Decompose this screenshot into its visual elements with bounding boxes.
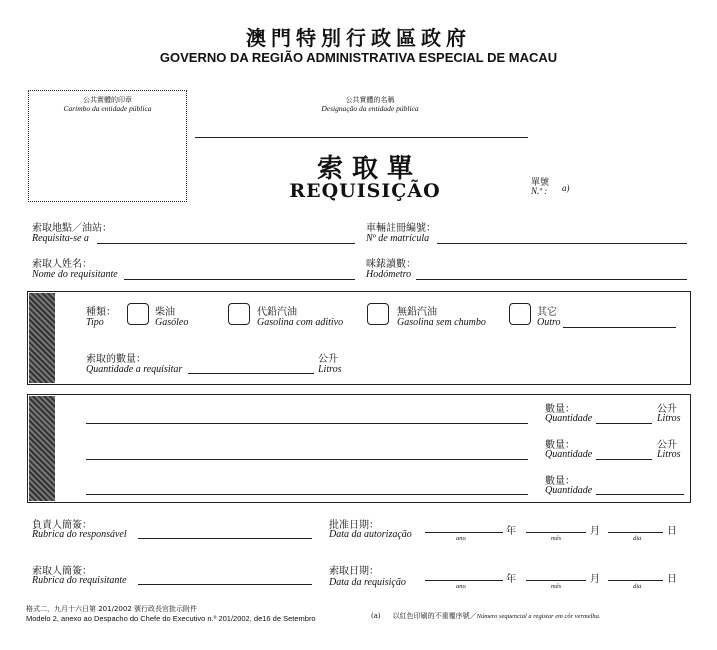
location-label-zh: 索取地點／油站： bbox=[32, 223, 112, 234]
auth-year-field[interactable] bbox=[425, 532, 503, 533]
req-year-field[interactable] bbox=[425, 580, 503, 581]
item-2-unit-pt: Litros bbox=[657, 449, 681, 460]
footer-model-pt: Modelo 2, anexo ao Despacho do Chefe do Executivo n.º 201/2002, de16 de Setembro bbox=[26, 614, 316, 623]
item-line-2[interactable] bbox=[86, 459, 528, 460]
entity-label-zh: 公共實體的名稱 bbox=[345, 96, 395, 104]
diesel-checkbox[interactable] bbox=[127, 303, 149, 325]
odometer-label-zh: 咪錶讀數： bbox=[366, 259, 416, 270]
requester-sign-label-pt: Rubrica do requisitante bbox=[32, 575, 127, 586]
req-month-pt: mês bbox=[551, 583, 562, 590]
req-day-field[interactable] bbox=[608, 580, 663, 581]
entity-name-line[interactable] bbox=[195, 137, 528, 138]
footer-model-zh: 格式二，九月十六日第 201/2002 號行政長官批示附件 bbox=[26, 605, 197, 613]
requester-sign-field[interactable] bbox=[138, 584, 312, 585]
fuel-qty-label-zh: 索取的數量： bbox=[86, 354, 146, 365]
requester-label-pt: Nome do requisitante bbox=[32, 269, 118, 280]
responsible-sign-label-zh: 負責人簡簽： bbox=[32, 520, 92, 531]
item-1-qty-field[interactable] bbox=[596, 423, 652, 424]
req-month-field[interactable] bbox=[526, 580, 586, 581]
other-fuel-field[interactable] bbox=[563, 327, 676, 328]
leaded-gasoline-checkbox[interactable] bbox=[228, 303, 250, 325]
footer-note bbox=[371, 611, 601, 621]
auth-year-pt: ano bbox=[456, 535, 466, 542]
footer-note-zh: 以紅色印刷的不重覆序號／ bbox=[392, 612, 477, 620]
other-fuel-label-zh: 其它 bbox=[537, 307, 557, 318]
odometer-field[interactable] bbox=[416, 279, 687, 280]
plate-label-pt: Nº de matrícula bbox=[366, 233, 430, 244]
req-day-pt: dia bbox=[633, 583, 642, 590]
req-month-zh: 月 bbox=[590, 574, 600, 585]
auth-day-field[interactable] bbox=[608, 532, 663, 533]
item-2-qty-label-zh: 數量： bbox=[545, 440, 575, 451]
location-label-pt: Requisita-se a bbox=[32, 233, 89, 244]
auth-date-label-pt: Data da autorização bbox=[329, 529, 412, 540]
number-label-pt: N.º : bbox=[531, 186, 548, 196]
responsible-sign-label-pt: Rubrica do responsável bbox=[32, 529, 127, 540]
item-line-1[interactable] bbox=[86, 423, 528, 424]
auth-month-pt: mês bbox=[551, 535, 562, 542]
fuel-type-label-pt: Tipo bbox=[86, 317, 104, 328]
requester-sign-label-zh: 索取人簡簽： bbox=[32, 566, 92, 577]
diesel-label-zh: 柴油 bbox=[155, 307, 175, 318]
other-fuel-checkbox[interactable] bbox=[509, 303, 531, 325]
entity-label-pt: Designação da entidade pública bbox=[321, 104, 419, 113]
item-1-unit-zh: 公升 bbox=[657, 404, 677, 415]
fuel-side-strip bbox=[29, 293, 55, 383]
form-title-zh: 索 取 單 bbox=[316, 154, 414, 184]
stamp-label-zh: 公共實體的印章 bbox=[83, 96, 132, 104]
fuel-qty-label-pt: Quantidade a requisitar bbox=[86, 364, 183, 375]
fuel-qty-field[interactable] bbox=[188, 373, 314, 374]
auth-day-pt: dia bbox=[633, 535, 642, 542]
req-year-pt: ano bbox=[456, 583, 466, 590]
auth-year-zh: 年 bbox=[506, 526, 516, 537]
fuel-unit-zh: 公升 bbox=[318, 354, 338, 365]
item-3-qty-field[interactable] bbox=[596, 494, 684, 495]
item-2-qty-label-pt: Quantidade bbox=[545, 449, 593, 460]
item-3-qty-label-zh: 數量： bbox=[545, 476, 575, 487]
item-1-qty-label-zh: 數量： bbox=[545, 404, 575, 415]
item-2-qty-field[interactable] bbox=[596, 459, 652, 460]
plate-label-zh: 車輛註冊編號： bbox=[366, 223, 436, 234]
number-label-zh: 單號 bbox=[531, 178, 550, 188]
plate-field[interactable] bbox=[437, 243, 687, 244]
req-day-zh: 日 bbox=[667, 574, 677, 585]
location-field[interactable] bbox=[97, 243, 355, 244]
footer-note-pt: Número sequencial a registar em côr vermelha. bbox=[476, 613, 601, 620]
leaded-gasoline-label-zh: 代鉛汽油 bbox=[257, 307, 297, 318]
req-date-label-pt: Data da requisição bbox=[329, 577, 406, 588]
leaded-gasoline-label-pt: Gasolina com aditivo bbox=[257, 317, 344, 328]
auth-day-zh: 日 bbox=[667, 526, 677, 537]
unleaded-gasoline-label-pt: Gasolina sem chumbo bbox=[397, 317, 486, 328]
item-1-qty-label-pt: Quantidade bbox=[545, 413, 593, 424]
auth-date-label-zh: 批准日期： bbox=[329, 520, 379, 531]
fuel-unit-pt: Litros bbox=[318, 364, 342, 375]
other-fuel-label-pt: Outro bbox=[537, 317, 561, 328]
other-items-side-strip bbox=[29, 396, 55, 501]
auth-month-zh: 月 bbox=[590, 526, 600, 537]
stamp-label-pt: Carimbo da entidade pública bbox=[63, 104, 152, 113]
header-title-zh: 澳門特別行政區政府 bbox=[246, 26, 471, 50]
odometer-label-pt: Hodómetro bbox=[366, 269, 412, 280]
unleaded-gasoline-checkbox[interactable] bbox=[367, 303, 389, 325]
item-1-unit-pt: Litros bbox=[657, 413, 681, 424]
header-title-pt: GOVERNO DA REGIÃO ADMINISTRATIVA ESPECIAL DE MACAU bbox=[159, 50, 558, 65]
auth-month-field[interactable] bbox=[526, 532, 586, 533]
req-year-zh: 年 bbox=[506, 574, 516, 585]
unleaded-gasoline-label-zh: 無鉛汽油 bbox=[397, 307, 437, 318]
number-note: a) bbox=[562, 183, 570, 193]
requester-field[interactable] bbox=[124, 279, 355, 280]
item-2-unit-zh: 公升 bbox=[657, 440, 677, 451]
req-date-label-zh: 索取日期： bbox=[329, 566, 379, 577]
item-line-3[interactable] bbox=[86, 494, 528, 495]
footer-note-mark: (a) bbox=[371, 612, 381, 620]
fuel-type-label-zh: 種類： bbox=[86, 307, 116, 318]
requester-label-zh: 索取人姓名： bbox=[32, 259, 92, 270]
item-3-qty-label-pt: Quantidade bbox=[545, 485, 593, 496]
form-title-pt: REQUISIÇÃO bbox=[289, 180, 441, 202]
diesel-label-pt: Gasóleo bbox=[155, 317, 189, 328]
responsible-sign-field[interactable] bbox=[138, 538, 312, 539]
